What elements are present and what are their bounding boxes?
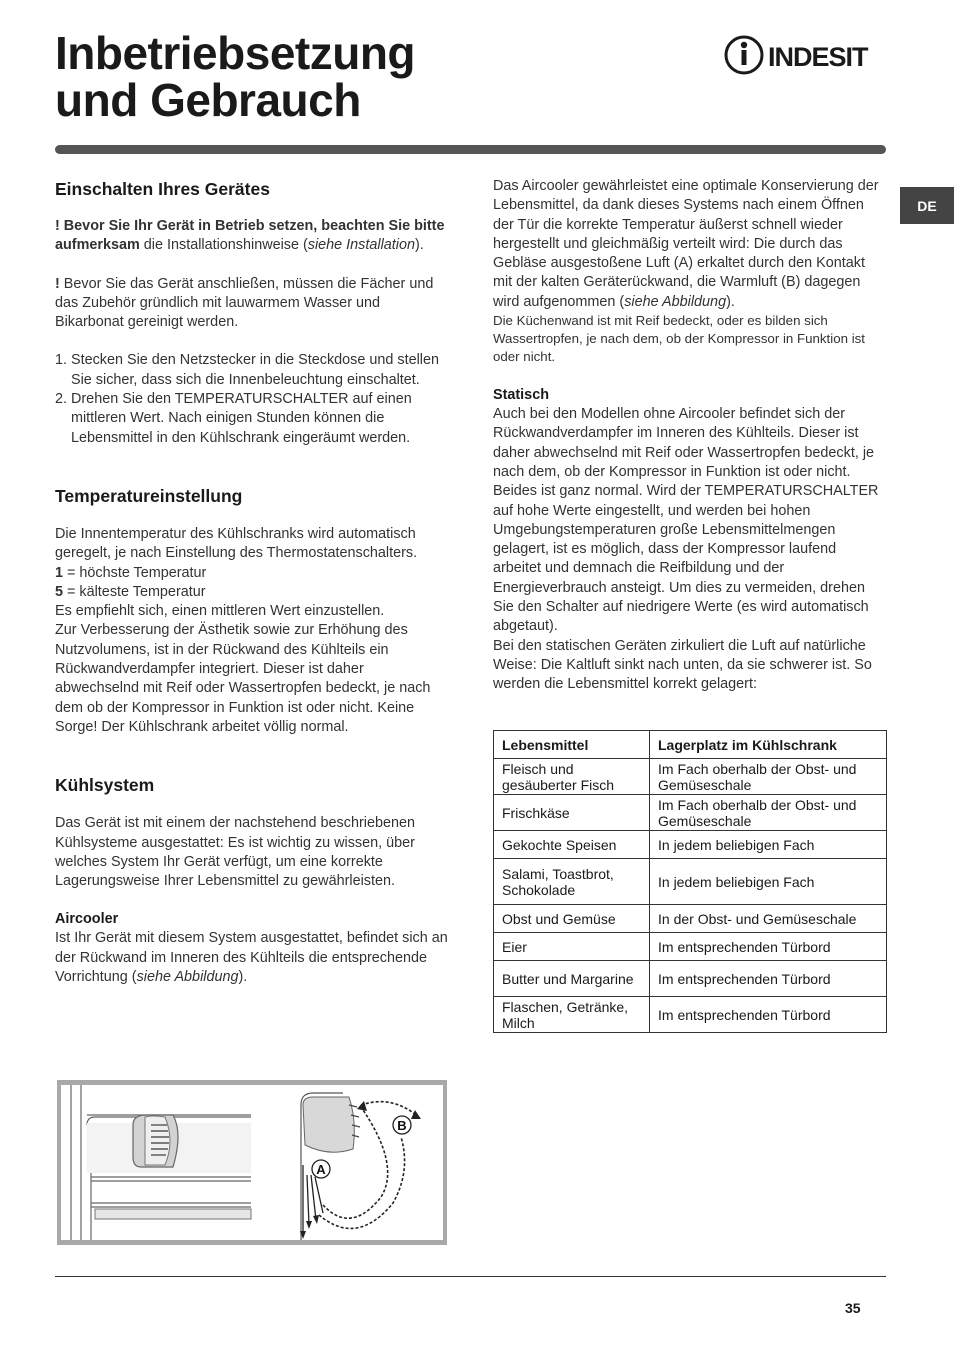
step-number: 2. bbox=[55, 391, 68, 408]
label-b: B bbox=[397, 1118, 407, 1133]
table-cell-location: In jedem beliebigen Fach bbox=[650, 859, 887, 905]
page-number: 35 bbox=[845, 1300, 861, 1316]
note-installation-end: ). bbox=[414, 237, 424, 254]
aircooler-text-italic: siehe Abbildung bbox=[136, 969, 239, 986]
temperature-intro: Die Innentemperatur des Kühlschranks wird automatisch geregelt, je nach Einstellung des Thermostatenschalters. bbox=[55, 525, 418, 562]
figure-panel bbox=[61, 1085, 443, 1240]
statisch-text-2: Bei den statischen Geräten zirkuliert die Luft auf natürliche Weise: Die Kaltluft sinkt nach unten, da sie schwerer ist. So werden die Lebensmittel korrekt gelagert: bbox=[493, 637, 872, 693]
kuehlsystem-intro: Das Gerät ist mit einem der nachstehend beschriebenen Kühlsysteme ausgestattet: Es ist wichtig zu wissen, über welches System Ihr Gerät verfügt, um eine korrekte Lagerungsweise Ihrer Lebensmittel zu gewährleisten. bbox=[55, 815, 415, 890]
table-row bbox=[494, 831, 887, 859]
table-cell-location: Im Fach oberhalb der Obst- und Gemüseschale bbox=[650, 795, 887, 831]
note-installation-bold: ! Bevor Sie Ihr Gerät in Betrieb setzen, beachten Sie bitte aufmerksam bbox=[55, 218, 445, 254]
table-row bbox=[494, 997, 887, 1033]
page-title bbox=[55, 27, 416, 126]
setting-1 bbox=[55, 564, 450, 583]
brand-wordmark: INDESIT bbox=[768, 42, 868, 72]
aircooler-illustration-icon bbox=[61, 1085, 443, 1240]
table-cell-food: Flaschen, Getränke, Milch bbox=[494, 997, 650, 1033]
header-divider bbox=[55, 145, 886, 154]
table-header-location: Lagerplatz im Kühlschrank bbox=[650, 731, 887, 759]
heading-kuehlsystem: Kühlsystem bbox=[55, 775, 155, 796]
aircooler-text-end: ). bbox=[238, 969, 248, 986]
heading-einschalten: Einschalten Ihres Gerätes bbox=[55, 179, 270, 199]
heading-aircooler: Aircooler bbox=[55, 911, 119, 928]
table-row bbox=[494, 933, 887, 961]
note-installation bbox=[55, 217, 450, 256]
table-row bbox=[494, 795, 887, 831]
heading-temperatureinstellung: Temperatureinstellung bbox=[55, 485, 243, 506]
left-column bbox=[55, 177, 450, 987]
label-a: A bbox=[316, 1162, 326, 1177]
note-cleaning bbox=[55, 275, 450, 333]
table-cell-food: Butter und Margarine bbox=[494, 961, 650, 997]
table-cell-food: Fleisch und gesäuberter Fisch bbox=[494, 759, 650, 795]
title-line-2: und Gebrauch bbox=[55, 74, 361, 126]
table-header-row bbox=[494, 731, 887, 759]
note-cleaning-text: Bevor Sie das Gerät anschließen, müssen die Fächer und das Zubehör gründlich mit lauwarmem Wasser und Bikarbonat gereinigt werden. bbox=[55, 275, 434, 331]
aircooler-note: Die Küchenwand ist mit Reif bedeckt, oder es bilden sich Wassertropfen, je nach dem, ob der Kompressor in Funktion ist oder nicht. bbox=[493, 313, 865, 365]
table-cell-food: Gekochte Speisen bbox=[494, 831, 650, 859]
table-cell-food: Salami, Toastbrot, Schokolade bbox=[494, 859, 650, 905]
aircooler-figure bbox=[57, 1080, 447, 1245]
table-cell-location: Im entsprechenden Türbord bbox=[650, 997, 887, 1033]
setting-1-num: 1 bbox=[55, 564, 64, 581]
table-row bbox=[494, 961, 887, 997]
language-tab: DE bbox=[900, 187, 954, 224]
table-cell-location: Im Fach oberhalb der Obst- und Gemüseschale bbox=[650, 759, 887, 795]
note-installation-text: die Installationshinweise ( bbox=[139, 237, 308, 254]
table-cell-food: Eier bbox=[494, 933, 650, 961]
setting-5-text: = kälteste Temperatur bbox=[63, 583, 206, 600]
step-text: Drehen Sie den TEMPERATURSCHALTER auf einen mittleren Wert. Nach einigen Stunden können die Lebensmittel in den Kühlschrank eingeräumt werden. bbox=[71, 391, 412, 446]
aircooler-description-end: ). bbox=[726, 293, 735, 310]
step-number: 1. bbox=[55, 352, 68, 369]
note-cleaning-mark: ! bbox=[55, 275, 60, 292]
steps-list bbox=[55, 351, 450, 447]
table-cell-location: Im entsprechenden Türbord bbox=[650, 961, 887, 997]
aircooler-text bbox=[55, 929, 450, 987]
table-cell-location: Im entsprechenden Türbord bbox=[650, 933, 887, 961]
footer-divider bbox=[55, 1276, 886, 1277]
setting-5-num: 5 bbox=[55, 583, 64, 600]
brand-logo bbox=[724, 32, 888, 78]
table-header-food: Lebensmittel bbox=[494, 731, 650, 759]
table-cell-location: In jedem beliebigen Fach bbox=[650, 831, 887, 859]
aircooler-text-main: Ist Ihr Gerät mit diesem System ausgestattet, befindet sich an der Rückwand im Inneren des Kühlteils die entsprechende Vorrichtung ( bbox=[55, 930, 448, 986]
storage-table bbox=[493, 730, 887, 1033]
statisch-text: Auch bei den Modellen ohne Aircooler befindet sich der Rückwandverdampfer im Inneren des Kühlteils. Dieser ist daher abwechselnd mit Reif oder Wassertropfen bedeckt, je nach dem, ob der Kompressor in Funktion ist oder nicht. Beides ist ganz normal. Wird der TEMPERATURSCHALTER auf hohe Werte eingestellt, und werden bei hohen Umgebungstemperaturen große Lebensmittelmengen gelagert, ist es möglich, dass der Kompressor laufend arbeitet und demnach die Reifbildung und der Energieverbrauch ansteigt. Um dies zu vermeiden, drehen Sie den Schalter auf niedrigere Werte (es wird automatisch abgetaut). bbox=[493, 406, 879, 635]
table-cell-food: Obst und Gemüse bbox=[494, 905, 650, 933]
table-row bbox=[494, 859, 887, 905]
indesit-logo-icon bbox=[724, 32, 888, 78]
title-line-1: Inbetriebsetzung bbox=[55, 27, 416, 79]
table-row bbox=[494, 759, 887, 795]
aircooler-description-italic: siehe Abbildung bbox=[624, 293, 727, 310]
table-row bbox=[494, 905, 887, 933]
setting-5 bbox=[55, 583, 450, 602]
temperature-body: Zur Verbesserung der Ästhetik sowie zur Erhöhung des Nutzvolumens, ist in der Rückwand des Kühlteils ein Rückwandverdampfer integriert. Dieser ist daher abwechselnd mit Reif oder Wassertropfen bedeckt, je nach dem ob der Kompressor in Funktion ist oder nicht. Keine Sorge! Der Kühlschrank arbeitet völlig normal. bbox=[55, 622, 431, 735]
step-text: Stecken Sie den Netzstecker in die Steckdose und stellen Sie sicher, dass sich die Innenbeleuchtung einschaltet. bbox=[71, 352, 439, 388]
table-cell-food: Frischkäse bbox=[494, 795, 650, 831]
list-item bbox=[55, 390, 450, 448]
table-cell-location: In der Obst- und Gemüseschale bbox=[650, 905, 887, 933]
setting-1-text: = höchste Temperatur bbox=[63, 564, 207, 581]
list-item bbox=[55, 351, 450, 390]
temperature-advice: Es empfiehlt sich, einen mittleren Wert einzustellen. bbox=[55, 603, 385, 620]
aircooler-description bbox=[493, 177, 888, 312]
heading-statisch: Statisch bbox=[493, 387, 549, 404]
aircooler-description-main: Das Aircooler gewährleistet eine optimale Konservierung der Lebensmittel, da dank dieses Systems nach einem Öffnen der Tür die korrekte Temperatur äußerst schnell wieder hergestellt und gleichmäßig verteilt wird: Die durch das Gebläse ausgestoßene Luft (A) erkaltet durch den Kontakt mit der kalten Geräterückwand, die Warmluft (B) dagegen wird aufgenommen ( bbox=[493, 178, 879, 310]
right-column bbox=[493, 177, 888, 695]
note-installation-italic: siehe Installation bbox=[307, 237, 415, 254]
